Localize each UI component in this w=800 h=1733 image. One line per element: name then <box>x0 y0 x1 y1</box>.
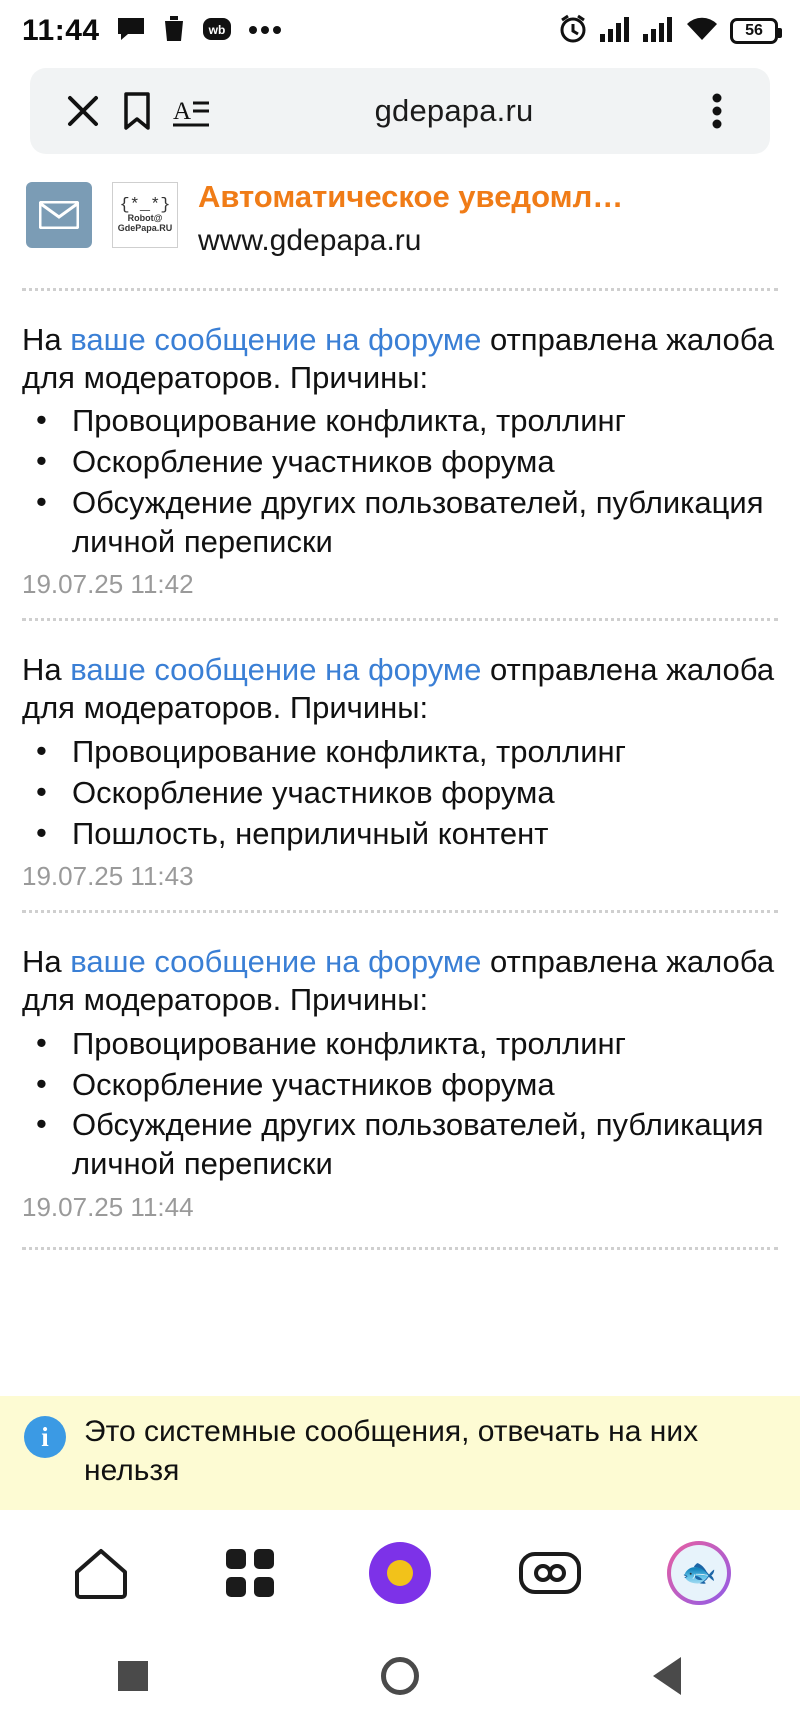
system-message-banner <box>0 1396 800 1510</box>
reason-list <box>22 402 778 561</box>
forum-message-link[interactable]: ваше сообщение на форуме <box>70 944 482 980</box>
notification-item <box>0 913 800 1223</box>
notification-suffix: отправлена жалоба для модераторов. Причины: <box>22 321 775 395</box>
list-item: • Обсуждение других пользователей, публикация личной переписки <box>22 1106 778 1184</box>
bookmark-icon[interactable] <box>110 92 164 130</box>
avatar-line1: Robot@ <box>127 213 163 224</box>
notification-text <box>22 321 778 397</box>
notification-suffix: отправлена жалоба для модераторов. Причины: <box>22 652 775 726</box>
status-time: 11:44 <box>22 14 100 47</box>
signal-2-icon <box>642 16 674 47</box>
list-item: • Оскорбление участников форума <box>22 443 778 482</box>
alice-assistant-icon[interactable] <box>345 1542 455 1604</box>
status-bar <box>0 0 800 62</box>
list-item: • Пошлость, неприличный контент <box>22 815 778 854</box>
notification-prefix: На <box>22 652 71 688</box>
list-item: • Провоцирование конфликта, троллинг <box>22 1025 778 1064</box>
browser-bottom-bar <box>0 1516 800 1628</box>
infinity-tabs-icon[interactable] <box>495 1548 605 1598</box>
list-item: • Провоцирование конфликта, троллинг <box>22 402 778 441</box>
status-bar-right <box>558 14 778 49</box>
notification-item <box>0 291 800 601</box>
wifi-icon <box>685 16 719 47</box>
overflow-menu-icon[interactable] <box>690 92 744 130</box>
notification-prefix: На <box>22 944 71 980</box>
list-item: • Провоцирование конфликта, троллинг <box>22 733 778 772</box>
reader-mode-icon[interactable] <box>164 93 218 129</box>
avatar <box>112 182 178 248</box>
more-dots-icon <box>248 22 282 40</box>
divider <box>22 1247 778 1250</box>
trash-icon <box>162 15 186 48</box>
battery-level: 56 <box>745 22 763 39</box>
notification-suffix: отправлена жалоба для модераторов. Причины: <box>22 944 775 1018</box>
profile-avatar-icon[interactable]: 🐟 <box>644 1541 754 1605</box>
svg-text:wb: wb <box>208 22 225 37</box>
close-icon[interactable] <box>56 93 110 129</box>
forum-message-link[interactable]: ваше сообщение на форуме <box>70 321 482 357</box>
recents-square-icon[interactable] <box>58 1661 208 1691</box>
home-icon[interactable] <box>46 1546 156 1600</box>
notification-text <box>22 651 778 727</box>
forum-message-link[interactable]: ваше сообщение на форуме <box>70 652 482 688</box>
sender-site: www.gdepapa.ru <box>198 223 422 257</box>
list-item: • Оскорбление участников форума <box>22 1066 778 1105</box>
alarm-icon <box>558 14 588 49</box>
apps-grid-icon[interactable] <box>195 1546 305 1600</box>
reason-list <box>22 733 778 853</box>
notification-prefix: На <box>22 321 71 357</box>
system-banner-text: Это системные сообщения, отвечать на них нельзя <box>84 1415 699 1487</box>
timestamp: 19.07.25 11:43 <box>22 861 194 892</box>
timestamp: 19.07.25 11:42 <box>22 569 194 600</box>
list-item: • Оскорбление участников форума <box>22 774 778 813</box>
message-header <box>0 154 800 270</box>
url-text[interactable]: gdepapa.ru <box>374 93 534 128</box>
android-navigation-bar <box>0 1618 800 1733</box>
reason-list <box>22 1025 778 1184</box>
avatar-line2: GdePapa.RU <box>117 222 173 233</box>
svg-text:A: A <box>173 98 192 125</box>
signal-1-icon <box>599 16 631 47</box>
envelope-icon <box>26 182 92 248</box>
list-item: • Обсуждение других пользователей, публикация личной переписки <box>22 484 778 562</box>
sender-block <box>198 178 774 260</box>
message-icon <box>116 16 146 47</box>
status-bar-left <box>22 14 282 48</box>
sender-title: Автоматическое уведомл… <box>198 179 624 214</box>
back-triangle-icon[interactable] <box>592 1657 742 1695</box>
page-content <box>0 154 800 1250</box>
battery-indicator <box>730 18 778 44</box>
notification-text <box>22 943 778 1019</box>
browser-address-bar[interactable] <box>30 68 770 154</box>
avatar-face: {*_*} <box>119 196 171 216</box>
wb-app-icon <box>202 15 232 48</box>
info-icon: i <box>24 1416 66 1458</box>
timestamp: 19.07.25 11:44 <box>22 1191 194 1222</box>
home-circle-icon[interactable] <box>325 1657 475 1695</box>
notification-item <box>0 621 800 892</box>
